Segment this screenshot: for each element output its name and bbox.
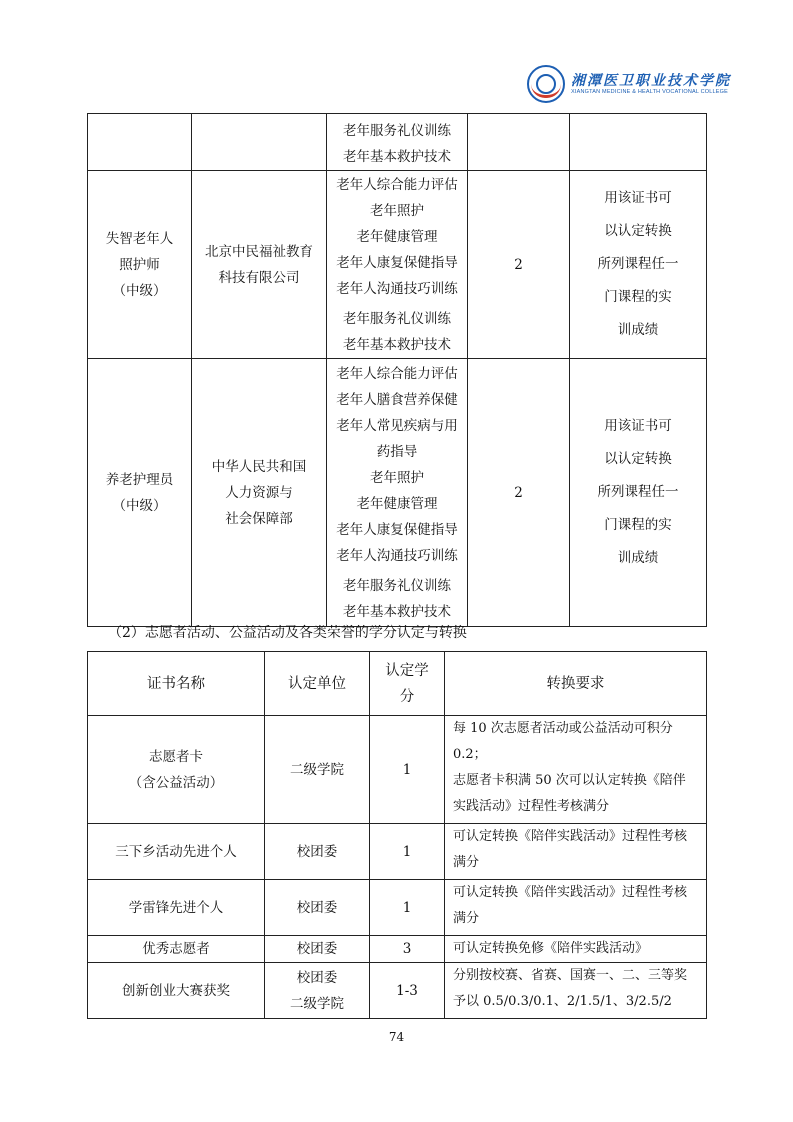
issuing-unit-cell: 校团委 二级学院 (265, 963, 370, 1019)
issuing-unit-cell: 北京中民福祉教育 科技有限公司 (192, 171, 327, 359)
certificate-name-cell (88, 114, 192, 171)
certificate-name-cell: 创新创业大赛获奖 (88, 963, 265, 1019)
requirement-cell: 每 10 次志愿者活动或公益活动可积分 0.2； 志愿者卡积满 50 次可以认定转换《陪伴 实践活动》过程性考核满分 (445, 716, 707, 824)
certificate-name-cell: 学雷锋先进个人 (88, 880, 265, 936)
certificate-name-cell: 三下乡活动先进个人 (88, 824, 265, 880)
page-number: 74 (388, 1030, 405, 1044)
header-credit: 认定学 分 (370, 652, 445, 716)
requirement-cell (570, 114, 707, 171)
credit-cell: 1 (370, 716, 445, 824)
issuing-unit-cell: 二级学院 (265, 716, 370, 824)
requirement-cell: 可认定转换《陪伴实践活动》过程性考核 满分 (445, 880, 707, 936)
requirement-cell: 用该证书可 以认定转换 所列课程任一 门课程的实 训成绩 (570, 359, 707, 627)
issuing-unit-cell: 校团委 (265, 880, 370, 936)
course-list-cell: 老年服务礼仪训练 老年基本救护技术 (327, 114, 468, 171)
certificate-name-cell: 志愿者卡 （含公益活动） (88, 716, 265, 824)
header-name: 证书名称 (88, 652, 265, 716)
credit-cell: 2 (468, 171, 570, 359)
credit-cell: 2 (468, 359, 570, 627)
credit-cell: 1 (370, 880, 445, 936)
table-row (88, 171, 707, 359)
issuing-unit-cell: 校团委 (265, 936, 370, 963)
certificate-name-cell: 优秀志愿者 (88, 936, 265, 963)
requirement-cell: 可认定转换《陪伴实践活动》过程性考核 满分 (445, 824, 707, 880)
course-list-cell: 老年人综合能力评估 老年照护 老年健康管理 老年人康复保健指导 老年人沟通技巧训练 老年服务礼仪训练 老年基本救护技术 (327, 171, 468, 359)
table-row (88, 716, 707, 824)
table-row (88, 880, 707, 936)
section-title: （2）志愿者活动、公益活动及各类荣誉的学分认定与转换 (108, 625, 467, 641)
course-list-cell: 老年人综合能力评估 老年人膳食营养保健 老年人常见疾病与用 药指导 老年照护 老年健康管理 老年人康复保健指导 老年人沟通技巧训练 老年服务礼仪训练 老年基本救护技术 (327, 359, 468, 627)
table-row (88, 936, 707, 963)
credit-cell: 1 (370, 824, 445, 880)
certificate-name-cell: 养老护理员 （中级） (88, 359, 192, 627)
certificate-name-cell: 失智老年人 照护师 （中级） (88, 171, 192, 359)
credit-cell: 3 (370, 936, 445, 963)
college-logo (527, 65, 731, 107)
certificate-course-table (87, 113, 707, 627)
table-row (88, 963, 707, 1019)
requirement-cell: 用该证书可 以认定转换 所列课程任一 门课程的实 训成绩 (570, 171, 707, 359)
table-row (88, 114, 707, 171)
requirement-cell: 可认定转换免修《陪伴实践活动》 (445, 936, 707, 963)
credit-cell: 1-3 (370, 963, 445, 1019)
table-row (88, 824, 707, 880)
credit-cell (468, 114, 570, 171)
header-unit: 认定单位 (265, 652, 370, 716)
college-name-cn: 湘潭医卫职业技术学院 (571, 73, 731, 89)
college-name-en: XIANGTAN MEDICINE & HEALTH VOCATIONAL COLLEGE (571, 89, 729, 95)
table-header-row (88, 652, 707, 716)
header-requirement: 转换要求 (445, 652, 707, 716)
issuing-unit-cell: 校团委 (265, 824, 370, 880)
table-row (88, 359, 707, 627)
requirement-cell: 分别按校赛、省赛、国赛一、二、三等奖 予以 0.5/0.3/0.1、2/1.5/1、3/2.5/2 (445, 963, 707, 1019)
issuing-unit-cell: 中华人民共和国 人力资源与 社会保障部 (192, 359, 327, 627)
college-emblem-icon (527, 65, 565, 103)
issuing-unit-cell (192, 114, 327, 171)
volunteer-credit-table (87, 651, 707, 1019)
